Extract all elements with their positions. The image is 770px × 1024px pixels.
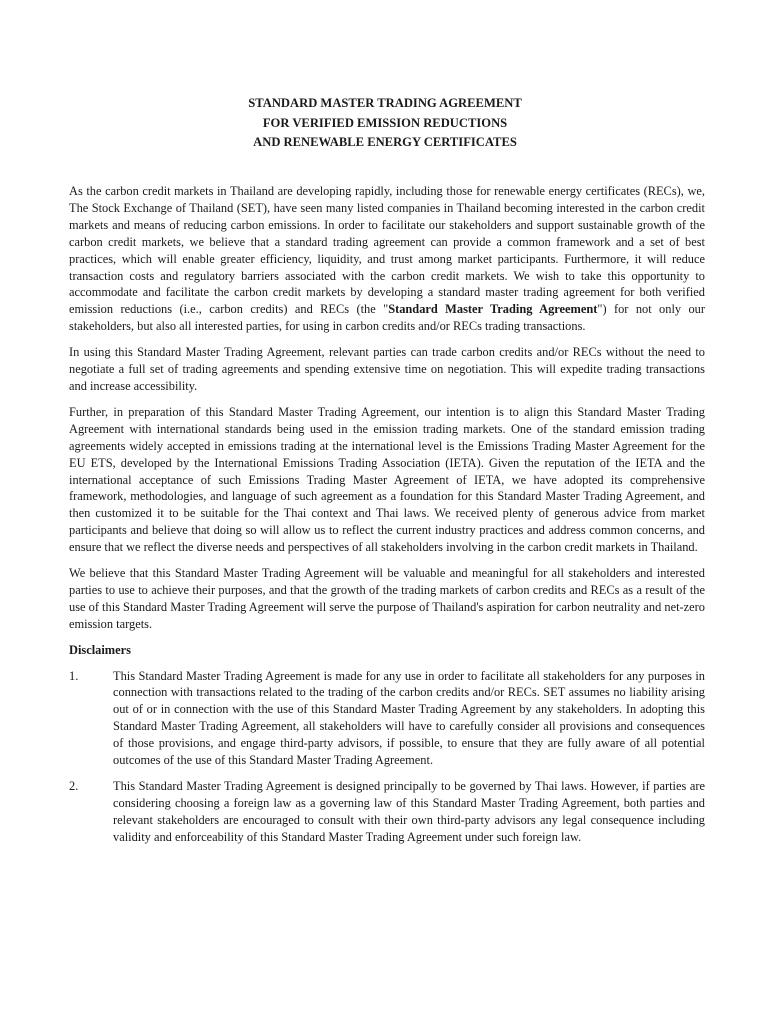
disclaimer-item — [69, 778, 705, 846]
disclaimer-item — [69, 668, 705, 769]
intro-paragraph-1 — [69, 183, 705, 335]
disclaimer-number: 1. — [69, 668, 79, 683]
document-title — [0, 94, 770, 153]
disclaimer-number: 2. — [69, 779, 79, 793]
document-body — [69, 183, 705, 855]
intro-paragraph-3: Further, in preparation of this Standard Master Trading Agreement, our intention is to align this Standard Master Trading Agreement with international standards being used in the emission trading markets. One of the standard emission trading agreements widely accepted in emissions trading at the international level is the Emissions Trading Master Agreement for the EU ETS, developed by the International Emissions Trading Association (IETA). Given the reputation of the IETA and the international acceptance of such Emissions Trading Master Agreement of IETA, we have adopted its comprehensive framework, methodologies, and language of such agreement as a foundation for this Standard Master Trading Agreement, and then customized it to be suitable for the Thai context and Thai laws. We received plenty of generous advice from market participants and believe that doing so will allow us to reflect the current industry practices and address common concerns, and ensure that we reflect the diverse needs and perspectives of all stakeholders involving in the carbon credit markets in Thailand. — [69, 404, 705, 555]
disclaimer-text: This Standard Master Trading Agreement is made for any use in order to facilitate all stakeholders for any purposes in connection with transactions related to the trading of the carbon credits and/or RECs. SET assumes no liability arising out of or in connection with the use of this Standard Master Trading Agreement by any stakeholders. In adopting this Standard Master Trading Agreement, all stakeholders will have to carefully consider all provisions and consequences of those provisions, and engage third-party advisors, if possible, to ensure that they are fully aware of all potential outcomes of the use of this Standard Master Trading Agreement. — [113, 668, 705, 768]
intro-paragraph-4: We believe that this Standard Master Trading Agreement will be valuable and meaningful for all stakeholders and interested parties to use to achieve their purposes, and that the growth of the trading markets of carbon credits and RECs as a result of the use of this Standard Master Trading Agreement will serve the purpose of Thailand's aspiration for carbon neutrality and net-zero emission targets. — [69, 566, 705, 631]
title-line-1: STANDARD MASTER TRADING AGREEMENT — [248, 96, 522, 110]
disclaimer-text: This Standard Master Trading Agreement is designed principally to be governed by Thai laws. However, if parties are considering choosing a foreign law as a governing law of this Standard Master Trading Agreement, both parties and relevant stakeholders are encouraged to consult with their own third-party advisors any legal consequence including validity and enforceability of this Standard Master Trading Agreement under such foreign law. — [113, 779, 705, 844]
intro-paragraph-2: In using this Standard Master Trading Agreement, relevant parties can trade carbon credits and/or RECs without the need to negotiate a full set of trading agreements and spending extensive time on negotiation. This will expedite trading transactions and increase accessibility. — [69, 345, 705, 393]
title-line-2: FOR VERIFIED EMISSION REDUCTIONS — [262, 115, 508, 130]
intro-p1-after: ") for not only our stakeholders, but also all interested parties, for using in carbon credits and/or RECs trading transactions. — [69, 302, 706, 334]
disclaimers-heading: Disclaimers — [69, 642, 131, 657]
title-line-3: AND RENEWABLE ENERGY CERTIFICATES — [253, 135, 517, 149]
intro-p1-before: As the carbon credit markets in Thailand are developing rapidly, including those for renewable energy certificates (RECs), we, The Stock Exchange of Thailand (SET), have seen many listed companies in Thailand becoming interested in the carbon credit markets and means of reducing carbon emissions. In order to facilitate our stakeholders and support sustainable growth of the carbon credit markets, we believe that a standard trading agreement can provide a common framework and a set of best practices, which will enable greater efficiency, liquidity, and trust among market participants. Furthermore, it will reduce transaction costs and regulatory barriers associated with the carbon credit markets. We wish to take this opportunity to accommodate and facilitate the carbon credit markets by developing a standard master trading agreement for both verified emission reductions (i.e., carbon credits) and RECs (the " — [69, 184, 705, 317]
defined-term: Standard Master Trading Agreement — [388, 302, 598, 317]
